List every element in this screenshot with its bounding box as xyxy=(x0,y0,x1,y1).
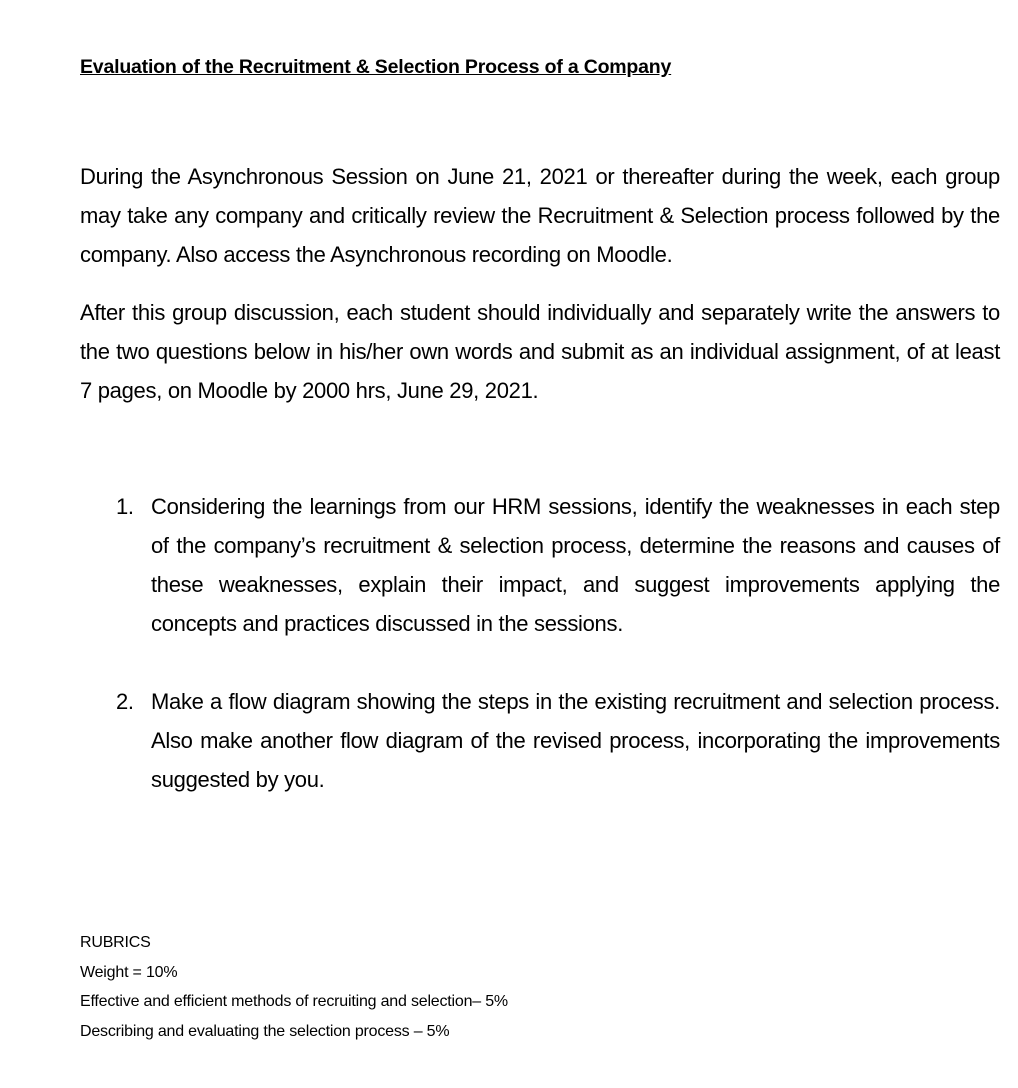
intro-paragraph: During the Asynchronous Session on June 21, 2021 or thereafter during the week, each group may take any company and critically review the Recruitment & Selection process followed by the company. Also access the Asynchronous recording on Moodle. xyxy=(80,164,1000,267)
rubrics-weight: Weight = 10% xyxy=(80,963,178,981)
question-1 xyxy=(116,487,1000,643)
rubric-item: Effective and efficient methods of recruiting and selection– 5% xyxy=(80,993,508,1010)
instructions-paragraph: After this group discussion, each student should individually and separately write the answers to the two questions below in his/her own words and submit as an individual assignment, of at least 7 pages, on Moodle by 2000 hrs, June 29, 2021. xyxy=(80,300,1000,403)
question-number: 2. xyxy=(116,689,134,714)
question-2 xyxy=(116,682,1000,799)
rubrics-section xyxy=(80,928,508,1046)
rubric-item: Describing and evaluating the selection process – 5% xyxy=(80,1022,450,1040)
question-list-item-2 xyxy=(116,682,1000,799)
question-text: Considering the learnings from our HRM sessions, identify the weaknesses in each step of the company’s recruitment & selection process, determine the reasons and causes of these weaknesses, explain their impact, and suggest improvements applying the concepts and practices discussed in the sessions. xyxy=(151,494,1000,636)
document-title: Evaluation of the Recruitment & Selection Process of a Company xyxy=(80,56,672,78)
question-number: 1. xyxy=(116,494,134,519)
question-list-item-1 xyxy=(116,487,1000,643)
rubrics-heading: RUBRICS xyxy=(80,934,151,951)
question-text: Make a flow diagram showing the steps in the existing recruitment and selection process. Also make another flow diagram of the revised process, incorporating the improvements suggested by you. xyxy=(151,689,1000,792)
